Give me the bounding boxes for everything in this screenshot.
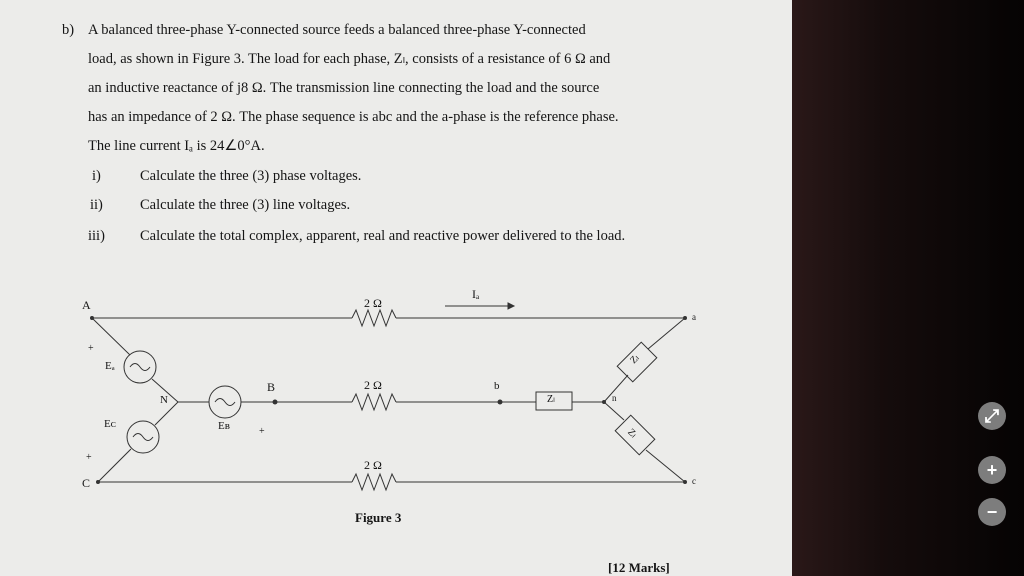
node-label-c-load: c — [692, 476, 696, 486]
node-label-a-load: a — [692, 312, 696, 322]
marks-label: [12 Marks] — [608, 560, 670, 575]
label-ec: Eᴄ — [104, 418, 116, 430]
item-number: iii) — [88, 228, 105, 244]
load-label-bot: Zₗ — [625, 426, 639, 441]
question-line-5: The line current Iₐ is 24∠0°A. — [88, 138, 265, 154]
node-label-n-source: N — [160, 394, 168, 406]
expand-icon: ⤢ — [984, 405, 1000, 426]
item-number: i) — [92, 168, 101, 184]
plus-icon: + — [986, 459, 998, 480]
load-label-top: Zₗ — [628, 352, 642, 367]
plus-sign: + — [259, 426, 265, 437]
plus-sign: + — [86, 452, 92, 463]
zoom-out-button[interactable] — [978, 498, 1006, 526]
question-line-1: A balanced three-phase Y-connected source feeds a balanced three-phase Y-connected — [88, 22, 586, 38]
load-label-mid: Zₗ — [547, 394, 555, 405]
figure-caption: Figure 3 — [355, 510, 402, 525]
label-eb: Eʙ — [218, 420, 230, 432]
question-part: b) — [62, 22, 75, 38]
question-line-4: has an impedance of 2 Ω. The phase sequence is abc and the a-phase is the reference phase. — [88, 109, 619, 125]
plus-sign: + — [88, 343, 94, 354]
resistor-mid-label: 2 Ω — [364, 378, 382, 392]
node-label-b-source: B — [267, 380, 276, 394]
resistor-bot-label: 2 Ω — [364, 458, 382, 472]
minus-icon: − — [986, 501, 998, 522]
expand-button[interactable] — [978, 402, 1006, 430]
zoom-in-button[interactable] — [978, 456, 1006, 484]
background-margin — [792, 0, 1024, 576]
node-label-b-load: b — [494, 380, 500, 392]
node-label-n-load: n — [612, 393, 617, 403]
node-label-a-source: A — [82, 298, 91, 312]
item-text: Calculate the total complex, apparent, real and reactive power delivered to the load. — [140, 228, 626, 244]
item-text: Calculate the three (3) line voltages. — [140, 197, 351, 213]
resistor-bot — [352, 474, 396, 490]
current-label: Iₐ — [472, 287, 480, 301]
node-label-c-source: C — [82, 476, 91, 490]
resistor-top-label: 2 Ω — [364, 296, 382, 310]
item-number: ii) — [90, 197, 103, 213]
question-line-3: an inductive reactance of j8 Ω. The transmission line connecting the load and the source — [88, 80, 600, 96]
question-line-2: load, as shown in Figure 3. The load for each phase, Zₗ, consists of a resistance of 6 Ω and — [88, 51, 611, 67]
label-ea: Eₐ — [105, 360, 115, 372]
resistor-mid — [352, 394, 396, 410]
item-text: Calculate the three (3) phase voltages. — [140, 168, 362, 184]
resistor-top — [352, 310, 396, 326]
